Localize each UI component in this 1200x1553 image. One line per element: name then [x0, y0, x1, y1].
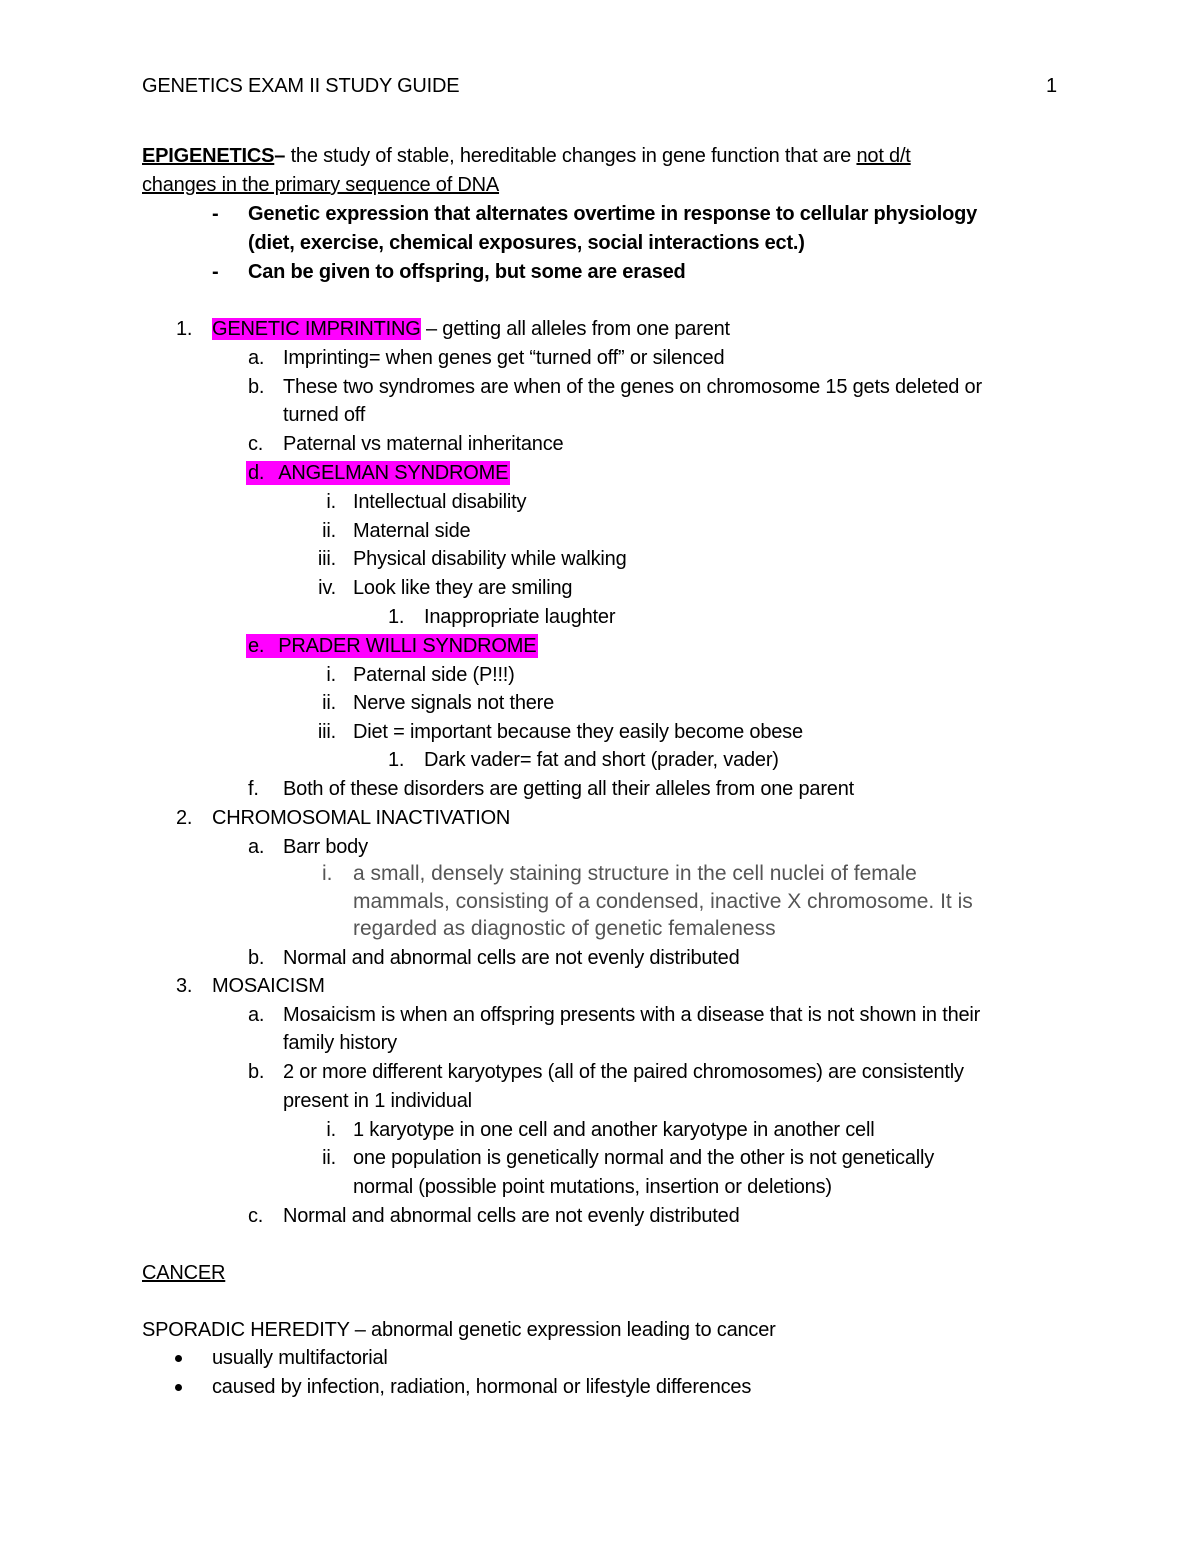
sporadic-heredity-line [142, 1318, 776, 1342]
s1-a-text: Imprinting= when genes get “turned off” or silenced [283, 347, 725, 369]
s1-d-sub-marker: 1. [388, 606, 405, 628]
s1-heading [212, 317, 730, 341]
epigenetics-definition [142, 144, 911, 168]
s2-b-marker: b. [248, 947, 265, 969]
sporadic-term: SPORADIC HEREDITY [142, 1319, 350, 1341]
s3-c-text: Normal and abnormal cells are not evenly distributed [283, 1205, 740, 1227]
s3-b-i-text: 1 karyotype in one cell and another karyotype in another cell [353, 1119, 875, 1141]
s1-d-marker: d. [248, 462, 265, 484]
s1-d-i-text: Intellectual disability [353, 491, 527, 513]
s1-d-iii-marker: iii. [317, 548, 336, 570]
s1-f-marker: f. [248, 778, 259, 800]
s3-title: MOSAICISM [212, 975, 325, 997]
s1-a-marker: a. [248, 347, 265, 369]
s1-d-iv-text: Look like they are smiling [353, 577, 573, 599]
epi-bullet-1-line2: (diet, exercise, chemical exposures, social interactions ect.) [248, 232, 805, 254]
s2-title: CHROMOSOMAL INACTIVATION [212, 807, 511, 829]
s3-a-marker: a. [248, 1004, 265, 1026]
s2-a-i-line2: mammals, consisting of a condensed, inactive X chromosome. It is [353, 890, 973, 913]
epigenetics-dash: – [274, 145, 286, 167]
s3-b-marker: b. [248, 1061, 265, 1083]
s3-b-i-marker: i. [326, 1119, 336, 1141]
s3-number: 3. [176, 975, 193, 997]
epigenetics-def-part1: the study of stable, hereditable changes in gene function that are [285, 145, 857, 167]
epi-bullet-1-marker: - [212, 203, 219, 225]
epigenetics-def-part2: changes in the primary sequence of DNA [142, 174, 500, 196]
s1-c-text: Paternal vs maternal inheritance [283, 433, 564, 455]
page-number: 1 [1046, 75, 1057, 97]
s3-a-line2: family history [283, 1032, 397, 1054]
s3-c-marker: c. [248, 1205, 264, 1227]
s3-b-ii-line2: normal (possible point mutations, insertion or deletions) [353, 1176, 832, 1198]
epigenetics-term: EPIGENETICS [142, 145, 275, 167]
s1-e-ii-marker: ii. [322, 692, 336, 714]
epi-bullet-2-line1: Can be given to offspring, but some are erased [248, 261, 686, 283]
s2-a-i-marker: i. [322, 862, 333, 885]
sporadic-desc: – abnormal genetic expression leading to cancer [349, 1319, 776, 1341]
bullet-dot-icon [175, 1384, 182, 1391]
s1-b-text-line2: turned off [283, 404, 366, 426]
s2-a-i-line1: a small, densely staining structure in the cell nuclei of female [353, 862, 917, 885]
s3-a-line1: Mosaicism is when an offspring presents with a disease that is not shown in their [283, 1004, 981, 1026]
s3-b-ii-line1: one population is genetically normal and the other is not genetically [353, 1147, 935, 1169]
cancer-bullet-2: caused by infection, radiation, hormonal or lifestyle differences [212, 1376, 752, 1398]
s1-d-iv-marker: iv. [318, 577, 336, 599]
s2-number: 2. [176, 807, 193, 829]
s2-a-text: Barr body [283, 836, 368, 858]
s1-e-sub-marker: 1. [388, 749, 405, 771]
s1-d-highlight [246, 461, 510, 485]
s3-b-ii-marker: ii. [322, 1147, 336, 1169]
s1-b-text-line1: These two syndromes are when of the genes on chromosome 15 gets deleted or [283, 376, 982, 398]
s1-d-ii-marker: ii. [322, 520, 336, 542]
s1-e-title: PRADER WILLI SYNDROME [278, 635, 537, 657]
s3-b-line2: present in 1 individual [283, 1090, 472, 1112]
s2-a-i-line3: regarded as diagnostic of genetic femaleness [353, 917, 776, 940]
s1-e-ii-text: Nerve signals not there [353, 692, 555, 714]
epi-bullet-1-line1: Genetic expression that alternates overtime in response to cellular physiology [248, 203, 978, 225]
epigenetics-def-underlined: not d/t [856, 145, 911, 167]
s3-b-line1: 2 or more different karyotypes (all of the paired chromosomes) are consistently [283, 1061, 964, 1083]
s1-c-marker: c. [248, 433, 264, 455]
s1-e-iii-marker: iii. [317, 721, 336, 743]
s2-a-marker: a. [248, 836, 265, 858]
s1-e-i-marker: i. [326, 664, 336, 686]
epi-bullet-2-marker: - [212, 261, 219, 283]
s1-e-iii-text: Diet = important because they easily become obese [353, 721, 803, 743]
s1-e-highlight [246, 634, 538, 658]
s1-d-sub-text: Inappropriate laughter [424, 606, 616, 628]
s1-d-ii-text: Maternal side [353, 520, 471, 542]
s1-e-sub-text: Dark vader= fat and short (prader, vader) [424, 749, 779, 771]
cancer-heading: CANCER [142, 1262, 226, 1284]
s1-d-iii-text: Physical disability while walking [353, 548, 627, 570]
s1-number: 1. [176, 318, 193, 340]
s1-e-i-text: Paternal side (P!!!) [353, 664, 515, 686]
s1-e-marker: e. [248, 635, 265, 657]
s1-b-marker: b. [248, 376, 265, 398]
cancer-bullet-1: usually multifactorial [212, 1347, 388, 1369]
s1-d-i-marker: i. [326, 491, 336, 513]
s1-f-text: Both of these disorders are getting all their alleles from one parent [283, 778, 854, 800]
page-header-title: GENETICS EXAM II STUDY GUIDE [142, 75, 460, 97]
s1-title: GENETIC IMPRINTING [212, 318, 421, 340]
bullet-dot-icon [175, 1355, 182, 1362]
s2-b-text: Normal and abnormal cells are not evenly distributed [283, 947, 740, 969]
s1-desc: – getting all alleles from one parent [420, 318, 730, 340]
s1-d-title: ANGELMAN SYNDROME [278, 462, 509, 484]
